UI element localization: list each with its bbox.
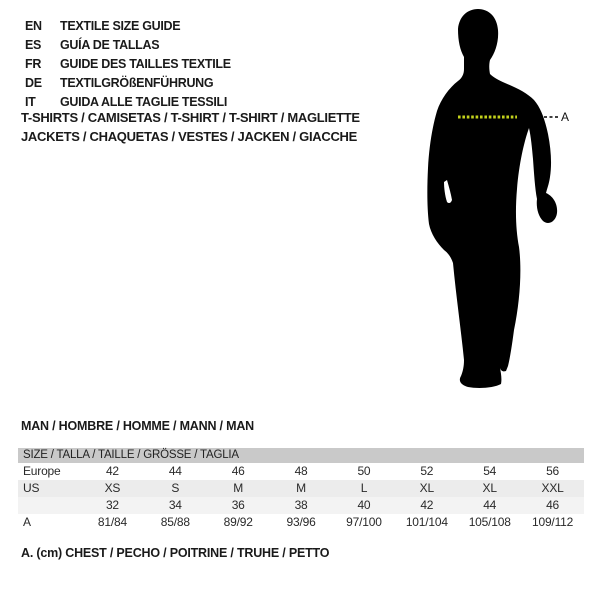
table-row-chest-a xyxy=(18,514,584,531)
table-cell: 56 xyxy=(546,464,560,478)
table-cell: 40 xyxy=(357,498,371,512)
table-row-europe xyxy=(18,463,584,480)
language-code: ES xyxy=(25,37,42,52)
language-row-es xyxy=(25,35,231,54)
table-cell: M xyxy=(233,481,244,495)
table-cell: 85/88 xyxy=(160,515,190,529)
table-cell: 93/96 xyxy=(286,515,316,529)
table-cell: 46 xyxy=(231,464,245,478)
row-label: A xyxy=(23,515,31,529)
table-cell: XS xyxy=(104,481,121,495)
table-cell: 34 xyxy=(168,498,182,512)
table-cell: M xyxy=(296,481,306,495)
table-cell: 38 xyxy=(294,498,308,512)
table-cell: XL xyxy=(419,481,434,495)
language-label: TEXTILE SIZE GUIDE xyxy=(60,18,181,33)
table-cell: 44 xyxy=(483,498,497,512)
language-label: GUÍA DE TALLAS xyxy=(60,37,160,52)
table-cell: 42 xyxy=(105,464,119,478)
section-title-man: MAN / HOMBRE / HOMME / MANN / MAN xyxy=(21,419,254,433)
table-cell: 101/104 xyxy=(405,515,448,529)
category-block xyxy=(21,108,360,146)
table-cell: 42 xyxy=(420,498,434,512)
size-table-header: SIZE / TALLA / TAILLE / GRÖSSE / TAGLIA xyxy=(18,448,584,463)
language-label: GUIDE DES TAILLES TEXTILE xyxy=(60,56,231,71)
language-list xyxy=(25,16,231,111)
table-cell: XXL xyxy=(541,481,564,495)
language-label: GUIDA ALLE TAGLIE TESSILI xyxy=(60,94,228,109)
table-cell: 89/92 xyxy=(223,515,253,529)
table-cell: 54 xyxy=(483,464,497,478)
table-cell: XL xyxy=(482,481,497,495)
category-line-jackets: JACKETS / CHAQUETAS / VESTES / JACKEN / GIACCHE xyxy=(21,129,357,144)
table-cell: 48 xyxy=(294,464,308,478)
table-cell: 44 xyxy=(168,464,182,478)
row-label: US xyxy=(23,481,40,495)
language-code: FR xyxy=(25,56,42,71)
size-table xyxy=(18,448,584,531)
language-code: EN xyxy=(25,18,42,33)
table-cell: 46 xyxy=(546,498,560,512)
table-cell: L xyxy=(360,481,368,495)
row-label: Europe xyxy=(23,464,61,478)
table-cell: 109/112 xyxy=(532,515,574,529)
language-code: DE xyxy=(25,75,42,90)
table-cell: 52 xyxy=(420,464,434,478)
language-row-en xyxy=(25,16,231,35)
table-row-numeric xyxy=(18,497,584,514)
language-label: TEXTILGRÖßENFÜHRUNG xyxy=(60,75,214,90)
language-row-de xyxy=(25,73,231,92)
language-row-fr xyxy=(25,54,231,73)
table-cell: 50 xyxy=(357,464,371,478)
table-cell: 81/84 xyxy=(97,515,127,529)
table-cell: S xyxy=(171,481,180,495)
measurement-footnote: A. (cm) CHEST / PECHO / POITRINE / TRUHE / PETTO xyxy=(21,546,330,560)
measure-label-a: A xyxy=(561,110,570,124)
table-cell: 105/108 xyxy=(468,515,511,529)
row-label xyxy=(18,497,81,514)
table-cell: 97/100 xyxy=(346,515,382,529)
table-cell: 36 xyxy=(231,498,245,512)
table-cell: 32 xyxy=(105,498,119,512)
category-line-tshirts: T-SHIRTS / CAMISETAS / T-SHIRT / T-SHIRT / MAGLIETTE xyxy=(21,110,360,125)
language-code: IT xyxy=(25,94,36,109)
table-row-us xyxy=(18,480,584,497)
